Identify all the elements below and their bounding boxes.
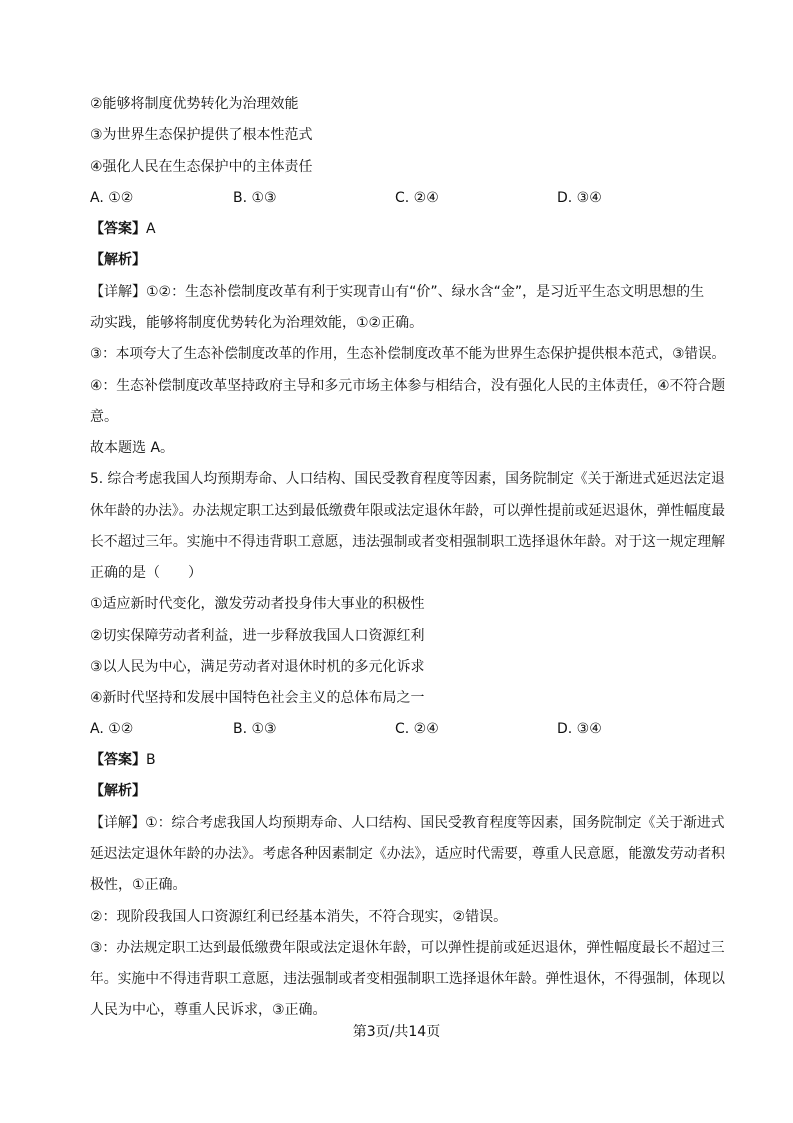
q4-option-b: B. ①③	[233, 190, 277, 206]
q4-option-a: A. ①②	[90, 190, 134, 206]
q5-option-b: B. ①③	[233, 721, 277, 737]
q5-stem-line: 休年龄的办法》。办法规定职工达到最低缴费年限或法定退休年龄，可以弹性提前或延迟退休，弹性幅度最	[90, 503, 725, 519]
q5-stem-line: 长不超过三年。实施中不得违背职工意愿，违法强制或者变相强制职工选择退休年龄。对于这一规定理解	[90, 534, 725, 550]
q4-answer-value: A	[146, 221, 156, 237]
q4-option-d: D. ③④	[557, 190, 602, 206]
q5-answer-value: B	[146, 752, 156, 768]
q5-explanation-line: 年。实施中不得违背职工意愿，违法强制或者变相强制职工选择退休年龄。弹性退休，不得强制，体现以	[90, 971, 725, 987]
q5-explanation-line: 延迟法定退休年龄的办法》。考虑各种因素制定《办法》，适应时代需要，尊重人民意愿，能激发劳动者积	[90, 846, 725, 862]
q5-item-4: ④新时代坚持和发展中国特色社会主义的总体布局之一	[90, 690, 425, 706]
q4-item-2: ②能够将制度优势转化为治理效能	[90, 96, 299, 112]
q5-analysis-label: 【解析】	[90, 783, 146, 799]
q5-explanation-line: 极性，①正确。	[90, 877, 187, 893]
q5-stem-line: 正确的是（ ）	[90, 565, 202, 581]
q4-explanation-line: ③：本项夸大了生态补偿制度改革的作用，生态补偿制度改革不能为世界生态保护提供根本范式，③错误。	[90, 346, 726, 362]
q5-explanation-line: ③：办法规定职工达到最低缴费年限或法定退休年龄，可以弹性提前或延迟退休，弹性幅度最长不超过三	[90, 940, 725, 956]
q5-stem-line: 5. 综合考虑我国人均预期寿命、人口结构、国民受教育程度等因素，国务院制定《关于渐进式延迟法定退	[90, 471, 725, 487]
q5-answer	[90, 750, 156, 770]
q5-option-a: A. ①②	[90, 721, 134, 737]
q4-explanation-line: 意。	[90, 409, 118, 425]
q5-item-3: ③以人民为中心，满足劳动者对退休时机的多元化诉求	[90, 659, 425, 675]
q5-option-d: D. ③④	[557, 721, 602, 737]
q4-explanation-line: 【详解】①②：生态补偿制度改革有利于实现青山有“价”、绿水含“金”，是习近平生态文明思想的生	[90, 284, 705, 300]
page-footer: 第3页/共14页	[352, 1024, 441, 1040]
q4-answer	[90, 219, 156, 239]
q5-option-c: C. ②④	[395, 721, 439, 737]
q5-item-1: ①适应新时代变化，激发劳动者投身伟大事业的积极性	[90, 596, 425, 612]
q5-explanation-line: 【详解】①：综合考虑我国人均预期寿命、人口结构、国民受教育程度等因素，国务院制定《关于渐进式	[90, 815, 725, 831]
q5-item-2: ②切实保障劳动者利益，进一步释放我国人口资源红利	[90, 628, 425, 644]
q5-explanation-line: ②：现阶段我国人口资源红利已经基本消失，不符合现实，②错误。	[90, 909, 508, 925]
q5-explanation-line: 人民为中心，尊重人民诉求，③正确。	[90, 1002, 327, 1018]
q4-answer-label: 【答案】	[90, 221, 146, 237]
q4-analysis-label: 【解析】	[90, 252, 146, 268]
q4-item-3: ③为世界生态保护提供了根本性范式	[90, 127, 313, 143]
q5-answer-label: 【答案】	[90, 752, 146, 768]
q4-explanation-line: 动实践，能够将制度优势转化为治理效能，①②正确。	[90, 315, 424, 331]
q4-explanation-line: ④：生态补偿制度改革坚持政府主导和多元市场主体参与相结合，没有强化人民的主体责任，④不符合题	[90, 378, 726, 394]
q4-explanation-line: 故本题选 A。	[90, 440, 175, 456]
q4-item-4: ④强化人民在生态保护中的主体责任	[90, 159, 313, 175]
q4-option-c: C. ②④	[395, 190, 439, 206]
